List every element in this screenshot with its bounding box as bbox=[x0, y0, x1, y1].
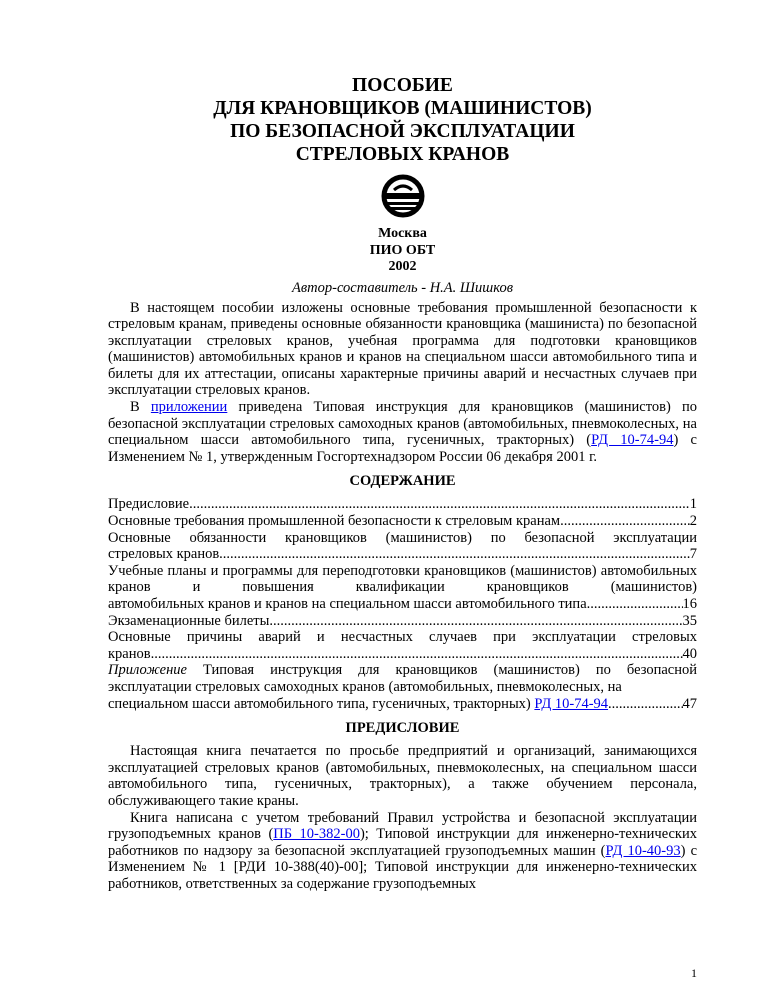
toc-entry-title: Основные требования промышленной безопасности к стреловым кранам bbox=[108, 513, 561, 530]
table-of-contents bbox=[108, 496, 697, 712]
preface-text: ) с Изменением № 1 [РДИ 10-388(40)-00]; Типовой инструкции для инженерно-технических работников, ответственных за содержание грузоподъемных bbox=[108, 842, 698, 892]
toc-leader bbox=[587, 596, 683, 613]
preface-paragraph-2 bbox=[108, 810, 697, 893]
toc-entry-title: стреловых кранов bbox=[108, 546, 220, 563]
toc-entry[interactable] bbox=[108, 563, 697, 613]
title-line-3: ПО БЕЗОПАСНОЙ ЭКСПЛУАТАЦИИ bbox=[230, 121, 575, 142]
toc-entry-title: автомобильных кранов и кранов на специальном шасси автомобильного типа bbox=[108, 596, 587, 612]
publication-year: 2002 bbox=[388, 259, 417, 274]
appendix-link[interactable]: приложении bbox=[150, 399, 228, 416]
preface-paragraph-1: Настоящая книга печатается по просьбе предприятий и организаций, занимающихся эксплуатацией стреловых кранов (автомобильных, пневмоколесных, на специальном шасси автомобильного типа, гусеничных, тракторных), а также обучением персонала, обслуживающего такие краны. bbox=[108, 743, 697, 809]
title-line-4: СТРЕЛОВЫХ КРАНОВ bbox=[295, 144, 510, 165]
intro-text: ) с Изменением № 1, утвержденным Госгортехнадзором России 06 декабря 2001 г. bbox=[108, 432, 697, 465]
preface-text: Книга написана с учетом требований Правил устройства и безопасной эксплуатации грузоподъемных кранов ( bbox=[108, 809, 697, 843]
rd-10-74-94-toc-link[interactable]: РД 10-74-94 bbox=[534, 695, 609, 712]
toc-entry[interactable] bbox=[108, 613, 697, 630]
author-line: Автор-составитель - Н.А. Шишков bbox=[292, 279, 513, 296]
publisher-info bbox=[108, 226, 697, 276]
toc-leader bbox=[189, 496, 690, 513]
page-number: 1 bbox=[691, 966, 697, 980]
toc-entry-title: Экзаменационные билеты bbox=[108, 612, 270, 629]
toc-leader bbox=[219, 546, 690, 563]
toc-entry-text: Типовая инструкция для крановщиков (машинистов) по безопасной эксплуатации стреловых самоходных кранов (автомобильных, пневмоколесных, на bbox=[108, 662, 697, 695]
intro-paragraph-2 bbox=[108, 399, 697, 465]
publisher-emblem-icon bbox=[381, 174, 425, 218]
preface-heading: ПРЕДИСЛОВИЕ bbox=[345, 720, 460, 737]
toc-page-number: 40 bbox=[682, 645, 697, 662]
toc-leader bbox=[560, 513, 690, 530]
toc-entry-title: Учебные планы и программы для переподготовки крановщиков (машинистов) автомобильных кранов и повышения квалификации крановщиков (машинистов) bbox=[108, 562, 697, 596]
toc-entry-title bbox=[108, 662, 697, 695]
pb-10-382-00-link[interactable]: ПБ 10-382-00 bbox=[273, 826, 360, 843]
toc-entry-title: Предисловие bbox=[108, 496, 190, 513]
intro-text: В bbox=[130, 399, 151, 416]
publisher-city: Москва bbox=[378, 226, 427, 241]
toc-page-number: 16 bbox=[682, 596, 697, 612]
rd-10-74-94-link[interactable]: РД 10-74-94 bbox=[591, 432, 674, 449]
toc-entry-title: Основные обязанности крановщиков (машинистов) по безопасной эксплуатации bbox=[108, 529, 697, 546]
preface-text: ); Типовой инструкции для инженерно-технических работников по надзору за безопасной эксплуатацией грузоподъемных машин ( bbox=[108, 826, 697, 859]
appendix-label: Приложение bbox=[108, 662, 187, 679]
toc-entry[interactable] bbox=[108, 513, 697, 530]
toc-page-number: 7 bbox=[689, 546, 697, 563]
toc-entry[interactable] bbox=[108, 530, 697, 563]
toc-entry-title bbox=[108, 696, 608, 713]
title-line-1: ПОСОБИЕ bbox=[352, 75, 453, 96]
toc-leader bbox=[151, 646, 683, 663]
toc-page-number: 2 bbox=[689, 513, 697, 530]
toc-heading: СОДЕРЖАНИЕ bbox=[349, 473, 456, 490]
publisher-name: ПИО ОБТ bbox=[369, 242, 436, 258]
toc-entry[interactable] bbox=[108, 629, 697, 662]
toc-entry[interactable] bbox=[108, 496, 697, 513]
toc-entry-title: кранов bbox=[108, 645, 151, 662]
title-line-2: ДЛЯ КРАНОВЩИКОВ (МАШИНИСТОВ) bbox=[213, 98, 592, 119]
intro-text: приведена Типовая инструкция для крановщиков (машинистов) по безопасной эксплуатации стреловых самоходных кранов (автомобильных, пневмоколесных, на специальном шасси автомобильного типа, гусеничных, тракторных) ( bbox=[108, 399, 698, 449]
toc-page-number: 1 bbox=[689, 496, 697, 513]
document-page bbox=[108, 0, 697, 893]
toc-entry[interactable] bbox=[108, 662, 697, 712]
document-title bbox=[108, 74, 697, 166]
intro-paragraph-1: В настоящем пособии изложены основные требования промышленной безопасности к стреловым кранам, приведены основные обязанности крановщика (машиниста) по безопасной эксплуатации стреловых кранов, учебная программа для подготовки крановщиков (машинистов) автомобильных кранов и кранов на специальном шасси автомобильного типа и билеты для их аттестации, описаны характерные причины аварий и несчастных случаев при эксплуатации стреловых кранов. bbox=[108, 299, 697, 399]
toc-entry-text: специальном шасси автомобильного типа, гусеничных, тракторных) bbox=[108, 695, 535, 712]
toc-leader bbox=[608, 696, 682, 713]
toc-page-number: 35 bbox=[682, 612, 697, 629]
toc-entry-title: Основные причины аварий и несчастных случаев при эксплуатации стреловых bbox=[108, 629, 697, 646]
rd-10-40-93-link[interactable]: РД 10-40-93 bbox=[605, 842, 681, 859]
toc-page-number: 47 bbox=[682, 695, 697, 712]
toc-leader bbox=[269, 613, 682, 630]
